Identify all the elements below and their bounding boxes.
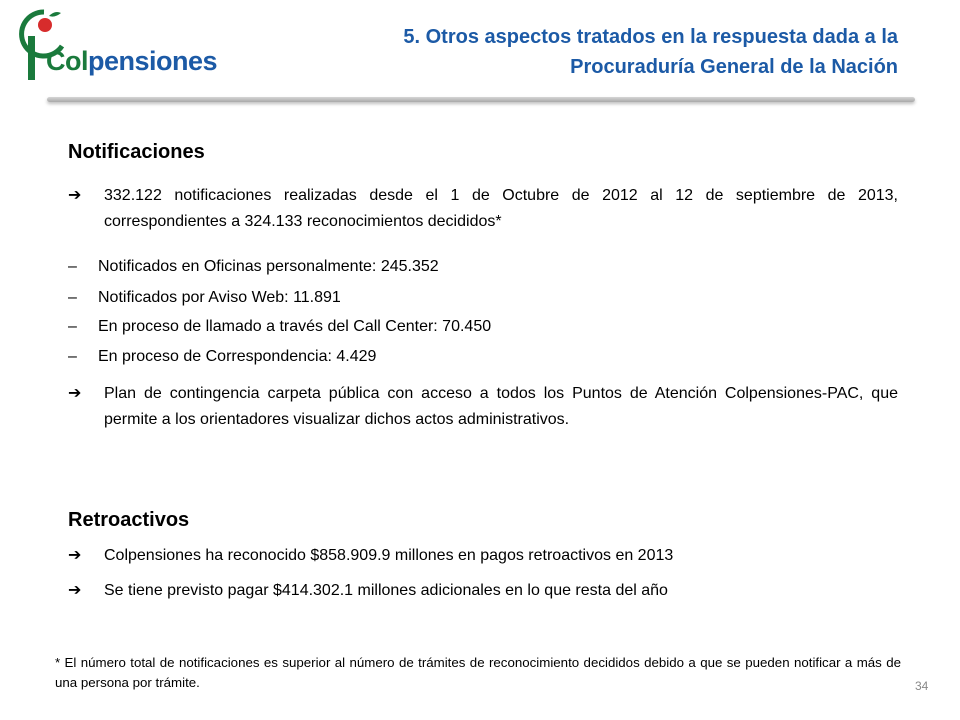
slide-title-line1: 5. Otros aspectos tratados en la respuesta dada a la	[403, 26, 898, 48]
notificaciones-item-3	[68, 316, 898, 338]
item-text: Notificados en Oficinas personalmente: 245.352	[98, 258, 439, 275]
item-text: Notificados por Aviso Web: 11.891	[98, 289, 341, 306]
retroactivos-bullet-2	[68, 578, 898, 604]
bullet-text: Se tiene previsto pagar $414.302.1 millones adicionales en lo que resta del año	[104, 582, 668, 599]
colpensiones-logo	[14, 6, 218, 84]
logo-wordmark	[46, 46, 217, 77]
dash-marker: –	[68, 318, 77, 335]
slide-title-line2: Procuraduría General de la Nación	[570, 56, 898, 78]
notificaciones-item-1	[68, 256, 898, 278]
retroactivos-heading: Retroactivos	[68, 509, 190, 531]
logo-wordmark-col: Col	[46, 46, 88, 76]
page-number: 34	[915, 679, 929, 693]
bullet-text: Plan de contingencia carpeta pública con acceso a todos los Puntos de Atención Colpensiones-PAC, que permite a los orientadores visualizar dichos actos administrativos.	[104, 385, 898, 428]
dash-marker: –	[68, 348, 77, 365]
dash-marker: –	[68, 289, 77, 306]
logo-wordmark-pensiones: pensiones	[88, 46, 218, 76]
notificaciones-item-4	[68, 346, 898, 368]
notificaciones-item-2	[68, 287, 898, 309]
notificaciones-heading: Notificaciones	[68, 141, 205, 163]
footnote: * El número total de notificaciones es superior al número de trámites de reconocimiento decididos debido a que se pueden notificar a más de una persona por trámite.	[55, 655, 901, 690]
dash-marker: –	[68, 258, 77, 275]
retroactivos-bullet-1	[68, 543, 898, 569]
bullet-text: 332.122 notificaciones realizadas desde el 1 de Octubre de 2012 al 12 de septiembre de 2013, correspondientes a 324.133 reconocimientos decididos*	[104, 187, 898, 230]
slide-title	[258, 22, 898, 82]
notificaciones-bullet-2	[68, 381, 898, 433]
item-text: En proceso de llamado a través del Call Center: 70.450	[98, 318, 492, 335]
arrow-right-icon: ➔	[68, 547, 82, 564]
notificaciones-bullet-1	[68, 183, 898, 235]
arrow-right-icon: ➔	[68, 187, 82, 204]
bullet-text: Colpensiones ha reconocido $858.909.9 millones en pagos retroactivos en 2013	[104, 547, 674, 564]
title-divider	[47, 97, 915, 102]
arrow-right-icon: ➔	[68, 582, 82, 599]
arrow-right-icon: ➔	[68, 385, 82, 402]
item-text: En proceso de Correspondencia: 4.429	[98, 348, 377, 365]
